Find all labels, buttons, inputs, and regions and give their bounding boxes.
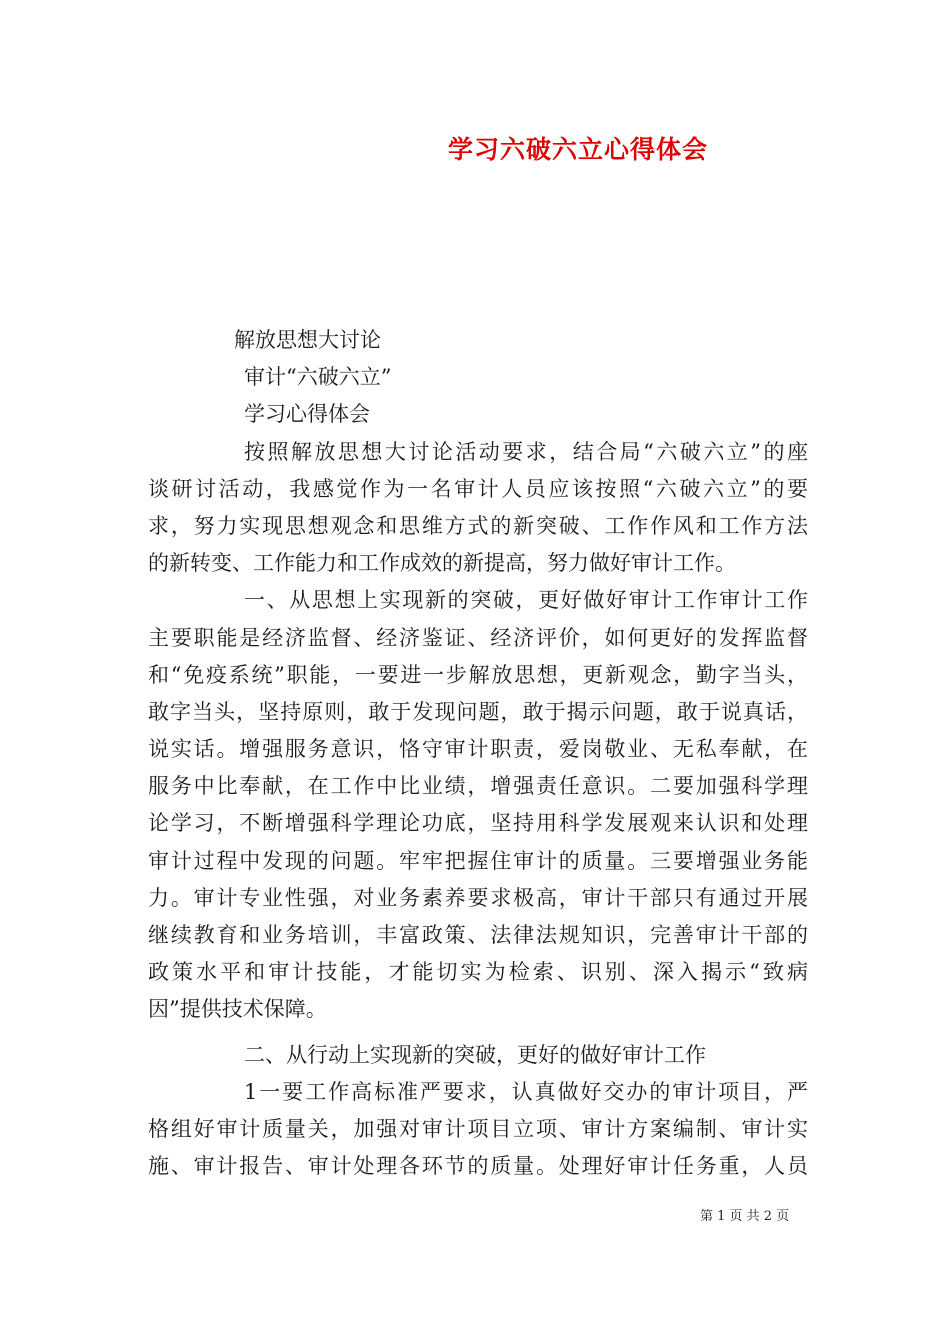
paragraph-line: 施、审计报告、审计处理各环节的质量。处理好审计任务重，人员 (148, 1154, 808, 1179)
paragraph-line: 一、从思想上实现新的突破，更好做好审计工作审计工作 (244, 588, 808, 613)
paragraph-line: 按照解放思想大讨论活动要求，结合局“六破六立”的座 (244, 439, 808, 464)
paragraph-line: 审计过程中发现的问题。牢牢把握住审计的质量。三要增强业务能 (148, 848, 808, 873)
paragraph-line: 服务中比奉献，在工作中比业绩，增强责任意识。二要加强科学理 (148, 774, 808, 799)
page-number-footer: 第 1 页 共 2 页 (700, 1209, 790, 1224)
document-body (148, 322, 808, 1185)
paragraph-line: 求，努力实现思想观念和思维方式的新突破、工作作风和工作方法 (148, 513, 808, 538)
paragraph-line: 的新转变、工作能力和工作成效的新提高，努力做好审计工作。 (148, 551, 736, 576)
paragraph-line: 继续教育和业务培训，丰富政策、法律法规知识，完善审计干部的 (148, 923, 808, 947)
paragraph-line: 力。审计专业性强，对业务素养要求极高，审计干部只有通过开展 (148, 885, 808, 910)
paragraph-line: 和“免疫系统”职能，一要进一步解放思想，更新观念，勤字当头， (148, 662, 808, 687)
paragraph-line: 格组好审计质量关，加强对审计项目立项、审计方案编制、审计实 (148, 1116, 808, 1141)
paragraph-line: 论学习，不断增强科学理论功底，坚持用科学发展观来认识和处理 (148, 811, 808, 836)
paragraph-line: 谈研讨活动，我感觉作为一名审计人员应该按照“六破六立”的要 (148, 476, 808, 501)
header-line: 解放思想大讨论 (234, 328, 381, 352)
document-title: 学习六破六立心得体会 (448, 135, 709, 164)
header-line: 学习心得体会 (244, 402, 370, 427)
paragraph-line: 政策水平和审计技能，才能切实为检索、识别、深入揭示“致病 (148, 960, 808, 985)
section-heading: 二、从行动上实现新的突破，更好的做好审计工作 (244, 1042, 706, 1067)
paragraph-gap (148, 1029, 808, 1037)
header-line: 审计“六破六立” (244, 365, 392, 390)
paragraph-line: 主要职能是经济监督、经济鉴证、经济评价，如何更好的发挥监督 (148, 625, 808, 650)
paragraph-line: 1一要工作高标准严要求，认真做好交办的审计项目，严 (244, 1079, 808, 1104)
paragraph-line: 说实话。增强服务意识，恪守审计职责，爱岗敬业、无私奉献，在 (148, 737, 808, 762)
paragraph-line: 因”提供技术保障。 (148, 997, 327, 1022)
paragraph-line: 敢字当头，坚持原则，敢于发现问题，敢于揭示问题，敢于说真话， (148, 699, 808, 724)
